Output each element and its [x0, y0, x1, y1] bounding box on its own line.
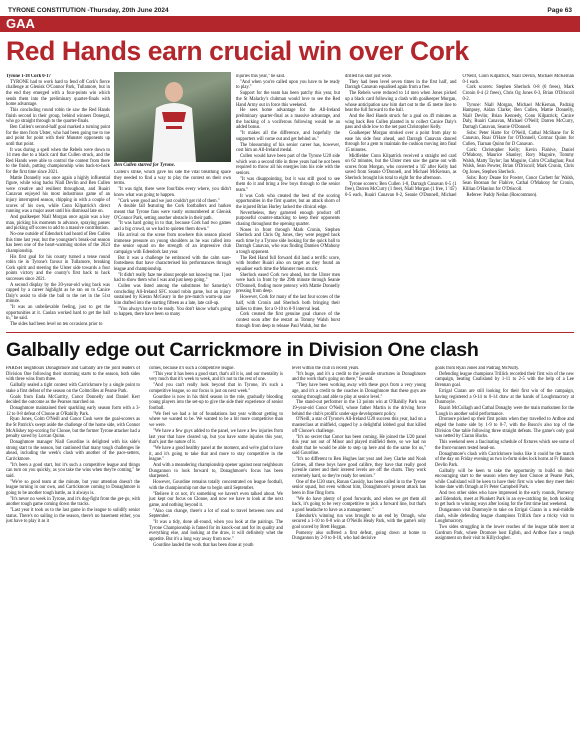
- paragraph: A double fall featuring the Cork footballers and harken meant that Tyrone fans were vastly outnumbered at Glenisk O'Connor Park, setting another obstacle in their path.: [114, 204, 231, 221]
- paragraph: Ryan Jones, Colm O'Neill and Conor Cush were the goal-scorers as the St Patrick's swept aside the challenge of the home side, with Connor McAliskey top-scoring for Clonoe, but the former Tyrone attacker had a penalty saved by Lorcan Quinn.: [6, 417, 140, 440]
- story1-column-4: [345, 74, 574, 330]
- paragraph: "It was a tidy, done all-round, when you look at the pairings. The Tyrone Championship is famed for its knock-out and for its quality and everything else, and looking at the draw, it will definitely whet the appetite. But it's a long way away from now.": [149, 520, 283, 542]
- paragraph: "It didn't really faze me about people not knowing me. I just had to show them who I was and just keep going.": [114, 272, 231, 284]
- paragraph: "Also can change, there's a lot of road to travel between now and September.: [149, 508, 283, 520]
- paragraph: "This year it has been a good start, that's all it is, and our mentality is very much that it's week to week, and it's not to the rest of one.: [149, 371, 283, 383]
- paragraph: Galbally sealed a tight contest with Carrickmore by a single point to stake a first defeat of the season on the Colmcilles at Pearse Park.: [6, 383, 140, 394]
- paragraph: Nevertheless, they garnered enough product off purposeful counter-attacking to keep their opponents chasing throughout the opening quarter.: [236, 210, 340, 227]
- story2-column-3: [292, 366, 426, 732]
- paragraph: His first goal for his county turned a tense round robin tie in Tyrone's favour in Tullamore, breaking Cork spirit and steering the Ulster side towards a four points victory and the county's first back to back successes since 2021.: [6, 254, 110, 282]
- paragraph: His arrival on the scene from nowhere this season placed immense pressure on young shoulders as he was called into the senior squad on the strength of an impressive club campaign with Edendork last year.: [114, 232, 231, 255]
- paragraph: Gourdine lauded the work that has been done at youth: [153, 542, 254, 548]
- paragraph: However, Cork for many of the last four scores of the half, with Cronin and Sherlock both bringing their tallies to three, for a 0-10 to 0-9 interval lead.: [236, 295, 340, 312]
- player-silhouette-icon: [144, 78, 202, 162]
- story2-headline: Galbally edge out Carrickmore in Division One clash: [6, 339, 479, 361]
- paragraph: Edendork's winning run was brought to an end by Omagh, who secured a 1-10 to 0-8 win at O'Neills Healy Park, with the game's only goal scored by Brett Hoggan.: [292, 513, 426, 530]
- paragraph: They had been level seven times in the first half, and Darragh Canavan equalised again from a free.: [345, 79, 457, 91]
- paragraph: Donaghmore maintained their sparkling early season form with a 3-12 to 0-8 defeat of Clonoe at O'Rahilly Park.: [6, 406, 140, 417]
- paragraph: Cork scorers: Stephen Sherlock 0-8 (6 frees), Mark Cronin 0-4 (2 frees), Chris Og Jones 0-3, Brian O'Driscoll 0-2.: [462, 85, 574, 102]
- paragraph: Tyrone 1-18 Cork 0-17: [6, 74, 51, 79]
- paragraph: "Believe it or not, it's something we haven't even talked about. We just kept our focus on Clonoe, and now we have to look at the next game, and nothing beyond it.: [149, 491, 283, 508]
- photo-caption: Ben Cullen starred for Tyrone.: [114, 163, 175, 168]
- paragraph: "We're so good team at the minute, but your attention doesn't the league turning in our own, and Carrickmore coming to Donaghmore is going to be another tough battle, as it always is.: [6, 479, 140, 496]
- paragraph: Cork: Christopher Kelly; Kevin Flahive, Daniel O'Mahony, Maurice Shanley; Rory Maguire, Tommy Walsh, Matty Taylor; Ian Maguire, Colm O'Callaghan; Paul Walsh, Sean Powter, Brian O'Driscoll; Mark Cronin, Chris Og Jones, Stephen Sherlock.: [462, 147, 574, 175]
- paragraph: Subs: Peter Harte for O'Neill, Cathal McShane for R Canavan, Ruai O'Hare for O'Donnell, Cormac Quinn for Cullen, Tiarnan Quinn for D Canavan.: [462, 130, 574, 147]
- paragraph: And two other sides who have impressed in the early rounds, Pomeroy and Edendork, meet at Plunkett Park in an eye-catching tie, both looking to get back to winning ways after losing for the first time last weekend.: [435, 491, 574, 508]
- paragraph: And goalkeeper Niall Morgan once again was a key man, picking his moments to advance, spraying passes and picking off scores to add to a massive contribution.: [6, 215, 110, 232]
- paragraph: Galbally will be keen to take the opportunity to build on their encouraging start to the season when they host Clonoe at Pearse Park, while Coalisland will be keen to have their first win when they meet their home date with Omagh at Fr Peter Campbell Park.: [435, 468, 574, 491]
- paragraph: "It was disappointing, but it was still good to see them do it and bring a few boys through to the senior team.": [236, 176, 340, 193]
- paragraph: "We have a few guys added to the panel, we have a few injuries from last year that have cleared up, but you have some injuries this year, that's just the nature of it.: [149, 428, 283, 446]
- paragraph: goals from Ryan Jones and Padraig McNulty.: [435, 366, 520, 371]
- paragraph: It was Cork who created the best of the scoring opportunities in the first quarter, but an attack shorn of the injured Brian Hurley lacked the clinical edge.: [236, 193, 340, 210]
- paragraph: "Last year it took us to the last game in the league to solidify senior status. There's no sailing in the season, there's no basement either, you just have to play it as it: [6, 508, 140, 525]
- story1-column-3: [236, 74, 340, 330]
- paragraph: A second display by the 20-year-old wing back was capped by a career highlight as he ran on to Canice Daly's assist to slide the ball to the net in the 51st minute.: [6, 282, 110, 305]
- paragraph: The Rebels were reduced to 14 men when Jones picked up a black card following a clash with goalkeeper Morgan, whose anticipation saw him dart out to the 45 metre line to beat the full forward to the ball.: [345, 91, 457, 114]
- paragraph: PARISH neighbours Donaghmore and Galbally are the joint leaders of Division One following their storming starts to the season, both sides with three wins from three.: [6, 366, 140, 383]
- masthead-date: TYRONE CONSTITUTION -Thursday, 20th June 2024: [8, 6, 169, 14]
- paragraph: The blossoming of his senior career has, however, cost him an All-Ireland medal.: [236, 142, 340, 154]
- paragraph: "Cork were good and we just couldn't get rid of them.": [118, 198, 220, 204]
- paragraph: "And you can't really look beyond that in Tyrone, it's such a competitive league, so our focus is just on next week.": [149, 383, 283, 394]
- paragraph: "It was an unbelievable feeling, just to get the opportunities at it. Caolan worked hard to get the ball in," he said.: [6, 305, 110, 322]
- paragraph: "And when you're called upon you have to be ready to play.": [236, 79, 340, 91]
- paragraph: "It was tight, there were four/fabs every where, you didn't know what was going to happen.: [114, 187, 231, 198]
- paragraph: Dungannon visit Dunmoyle to take on Errigal Ciaran in a real-middle clash, while defending league champions Trillick face a tricky visit to Loughmacrory.: [435, 508, 574, 525]
- paragraph: Referee: Paddy Neilan (Roscommon).: [466, 192, 538, 198]
- paragraph: "It's no secret that Conor has been coming. He joined the U20 panel this year not out of Minor and played midfield there, so we had no doubt that he would be able to step up here and do the same for us," said Gourdine.: [292, 434, 426, 457]
- paragraph: Tyrone scorers: Ben Cullen 1-0, Darragh Canavan 0-5 (1 free), Darren McCurry (1 free), Niall Morgan (1 free, 1 '45') 0-5 each, Ruairi Canavan 0-2, Seanie O'Donnell, Michael O'Neill, Conn Kilpatrick, Niall Devlin, Michael McKernan 0-1 each.: [345, 74, 574, 198]
- paragraph: This concluding round robin tie saw the Red Hands finish second in their group, behind winners Donegal, who go straight through to the quarter-finals.: [6, 108, 110, 125]
- page-number: Page 63: [547, 6, 572, 14]
- paragraph: Midfielder Conn Kilpatrick received a straight red card on 62 minutes, but the Ulster men saw the game out with scores from Morgan, who converted a '45' after Kelly had saved from Seanie O'Donnell, and Michael McKernan, as Sherlock brought his total to eight for the afternoon.: [345, 153, 457, 181]
- story1-headline: Red Hands earn crucial win over Cork: [6, 36, 469, 66]
- paragraph: Tyrone: Niall Morgan, Michael McKernan, Padraig Hampsey, Aidan Clarke; Ben Cullen, Mattie Donnelly, Niall Devlin; Brian Kennedy, Conn Kilpatrick; Canice Daly, Ruairi Canavan, Michael O'Neill; Darren McCurry, Darragh Canavan, Seanie O'Donnell.: [462, 102, 574, 130]
- paragraph: Errigal Ciaran are still looking for their first win of the campaign, having registered a 0-14 to 0-14 draw at the hands of Loughmacrory at Dunmoyle.: [435, 388, 574, 406]
- paragraph: Goalkeeper Morgan stroked over a point from play to ease his side four ahead, and Darragh Canavan danced through for a gem to maintain the cushion moving into final 15 minutes.: [345, 131, 457, 153]
- paragraph: "It was hard going in to that, because Cork had two games and a big crowd, so we had to quieten them down.": [114, 221, 231, 233]
- story2-column-2: [149, 366, 283, 732]
- paragraph: "It makes all the difference, and hopefully the supporters will come out and get behind us.": [236, 131, 340, 142]
- paragraph: Goals from Enda McGarrity, Conor Donnelly and Daniel Kerr decided the outcome as the Pearses marched on.: [6, 394, 140, 406]
- paragraph: Cullen's strike, which gave his side the vital breathing space they needed to find a way to play the contest on their own terms.: [114, 170, 231, 187]
- story2-column-1: [6, 366, 140, 732]
- paragraph: "We feel we had a lot of foundations last year without getting to where we wanted to be. We wanted to be a bit more competitive than we were.: [149, 411, 283, 429]
- paragraph: Support for the team has been patchy this year, but the St Malachy's clubman would love to see the Red Hand Army out in force this weekend.: [236, 91, 340, 108]
- paragraph: But it was a challenge he embraced with the calm sure-footedness that have characterised his performances through league and championship.: [114, 255, 231, 272]
- paragraph: TYRONE had to work hard to fend off Cork's fierce challenge at Glenisk O'Connor Park, Tullamore, but in the end they emerged with a four-points win which sends them into the preliminary quarter-finals with home advantage.: [6, 79, 110, 108]
- story1-column-1: [6, 74, 110, 330]
- masthead: [8, 4, 572, 16]
- story1-column-2: [114, 170, 231, 330]
- paragraph: One of the U20 stars, Ronan Cassidy, has been called in to the Tyrone senior squad, but even without him, Donaghmore's present attack has been in fine fling form.: [292, 479, 426, 496]
- paragraph: And with a meandering championship opener against near neighbours Dungannon to look forward to, Donaghmore's focus has been sharpened.: [149, 463, 283, 480]
- paragraph: O'Neill, a star of Tyrone's All-Ireland U20 success this year, had on a masterclass at midfield, capped by a delightful lobbed goal that killed off Clonoe's challenge.: [292, 417, 426, 434]
- paragraph: level within the club in recent years.: [292, 366, 360, 371]
- paragraph: The stand-out performer in the 13 points win at O'Rahilly Park was 19-year-old Conor O'Neill, whose father Martin is the driving force behind the club's prolific under-age development policy.: [292, 400, 426, 417]
- paragraph: "We do have plenty of good forwards, and when we get them all back, it's going to be very competitive to pick a forward line, but that's a good headache to have as a management.": [292, 496, 426, 513]
- paragraph: Subs: Rory Deane for Powter, Conor Corbett for Walsh, Sean Brosnan for Flahive, Cathal O'Mahony for Cronin, Killian O'Hanlon for O'Driscoll.: [462, 175, 574, 192]
- section-bar: [0, 16, 580, 32]
- paragraph: Cullen would have been part of the Tyrone U20 side which won a second title in three years had he not been required to throw all his energies into his role with the seniors.: [236, 154, 340, 176]
- paragraph: The Red Hand full forward did land a terrific score, with brother Ruairi also on target as they found an equaliser each time the Munster men struck.: [236, 255, 340, 272]
- paragraph: "We have a good healthy panel at the moment, and we're glad to have it, and it's going to take that and more to stay competitive in the league.": [149, 446, 283, 463]
- paragraph: injuries this year," he said.: [236, 74, 286, 79]
- paragraph: He sees home advantage for the All-Ireland preliminary quarter-final as a massive advantage, and the backing of a vociferous following would be an added bonus.: [236, 108, 340, 131]
- section-label: GAA: [6, 16, 35, 31]
- paragraph: "You always have to be ready. You don't know what's going to happen, there have been so many: [114, 306, 231, 318]
- paragraph: Noses in front through Mark Cronin, Stephen Sherlock and Chris Og Jones, they were pegged back each time by a Tyrone side looking for the quick ball to Darragh Canavan, who was finding Damien O'Mahony a tough opponent.: [236, 227, 340, 255]
- paragraph: Cork created the first genuine goal chance of the contest soon after the restart as Tommy Walsh burst through from deep to release Paul Walsh, but the: [236, 312, 340, 329]
- paragraph: The sides had been level on ten occasions prior to: [10, 322, 103, 328]
- ben-cullen-photo: [114, 72, 231, 162]
- paragraph: Ruairi McCullagh and Cathal Donaghy were the main marksmen for the 'Lough in another solid performance.: [435, 406, 574, 417]
- paragraph: Donaghmore's clash with Carrickmore looks like it could be the match of the day on Friday evening as two in-form sides lock horns at Fr Bannon Devlin Park.: [435, 451, 574, 468]
- paragraph: Cullen was listed among the substitutes for Saturday's concluding All-Ireland SFC round robin game, but an injury sustained by Kieran McGeary in the pre-match warm-up saw him drafted into the starting fifteen as a late, late call-up.: [114, 284, 231, 306]
- paragraph: drilled his shot just wide.: [345, 74, 392, 79]
- paragraph: Donaghmore manager Niall Gourdine is delighted with his side's strong start to the season, but cautioned that many tough challenges lie ahead, including the week's clash with another of the pace-setters, Carrickmore.: [6, 440, 140, 462]
- paragraph: Ben Cullen's second-half goal marked a turning point for the men from Ulster, who had been going toe to toe and point for point with their Munster opponents up until that point.: [6, 125, 110, 147]
- story2-column-4: [435, 366, 574, 732]
- paragraph: Sherlock eased Cork two ahead, but the Ulster men were back in front by the 29th minute through Seanie O'Donnell, finding more potency with Mattie Donnelly pressing from deep.: [236, 272, 340, 295]
- paragraph: "It's huge, and it's a credit to the juvenile structures in Donaghmore and the work that's going on there," he said.: [292, 371, 426, 383]
- paragraph: Pomeroy also suffered a first defeat, going down at home to Dungannon by 2-9 to 0-10, who had decisive: [292, 530, 426, 542]
- paragraph: However, Gourdine remains totally concentrated on league football, with the championship not due to begin until September.: [149, 480, 283, 491]
- paragraph: comes, because it's such a competitive league.: [149, 366, 235, 371]
- story-divider: [6, 332, 574, 333]
- paragraph: "They have been working away with these guys from a very young age, and it's a credit to the coaches in Donaghmore that these guys are coming through and able to play at senior level.": [292, 383, 426, 400]
- paragraph: Defending league champions Trillick recorded their first win of the new campaign, beating Coalisland by 1-11 to 2-5 with the help of a Lee Brennan goal.: [435, 371, 574, 389]
- paragraph: Dromore picked up their first points when they travelled to Ardboe and edged the home side by 1-9 to 0-7, with the Bosco's also top of the Division One table following three straight defeats. The game's only goal was netted by Ciaran Hucks.: [435, 417, 574, 440]
- paragraph: Two sides struggling in the lower reaches of the league table meet at Gardrum Park, where Dromore host Eglish, and Ardboe face a tough assignment on their visit to Killyclogher.: [435, 525, 574, 542]
- paragraph: "It's no different to Ben Hughes last year and Joey Clarke and Noah Grimes, all these boys have good calibre, they have that really good juvenile career and their interest levels are off the charts. They work extremely hard, so they're ready for seniors.": [292, 457, 426, 479]
- paragraph: "It's been a good start, but it's such a competitive league and things can turn on you quickly, as you take the wins when they're coming," he said.: [6, 462, 140, 479]
- paragraph: No-one outside of Edendork had heard of Ben Cullen this time last year, but the youngster's break-out season has been one of the heart-warming stories of the 2024 championship.: [6, 232, 110, 254]
- paragraph: Mattie Donnelly was once again a highly influential figure, while wing backs Niall Devlin and Ben Cullen were creative and resilient throughout, and Ruairi Canavan enjoyed his most industrious game of an injury interrupted season, chipping in with a couple of scores of his own, while Conn Kilpatrick's direct running was a major asset until his dismissal late on.: [6, 175, 110, 215]
- paragraph: And the Red Hands struck for a goal on 49 minutes as wing back Ben Cullen planted in to collect Canice Daly's pass and slide low to the net past Christopher Kelly.: [345, 114, 457, 131]
- paragraph: This weekend sees a fascinating schedule of fixtures which see some of the front-runners tested head-on.: [435, 440, 574, 451]
- paragraph: It was during a spell when the Rebels were down to 14 men due to a black card that Cullen struck, and the Red Hands were able to control the contest from there to the finish, putting championship wins back-to-back for the first time since 2021.: [6, 147, 110, 175]
- paragraph: Gourdine is now in his third season in the role, gradually blooding young players into the set-up to give the side their experience of senior football.: [149, 394, 283, 411]
- paragraph: "It's never no week in Tyrone, and it's dog-fight from the get-go, with another tough game coming down the tracks.: [6, 496, 140, 508]
